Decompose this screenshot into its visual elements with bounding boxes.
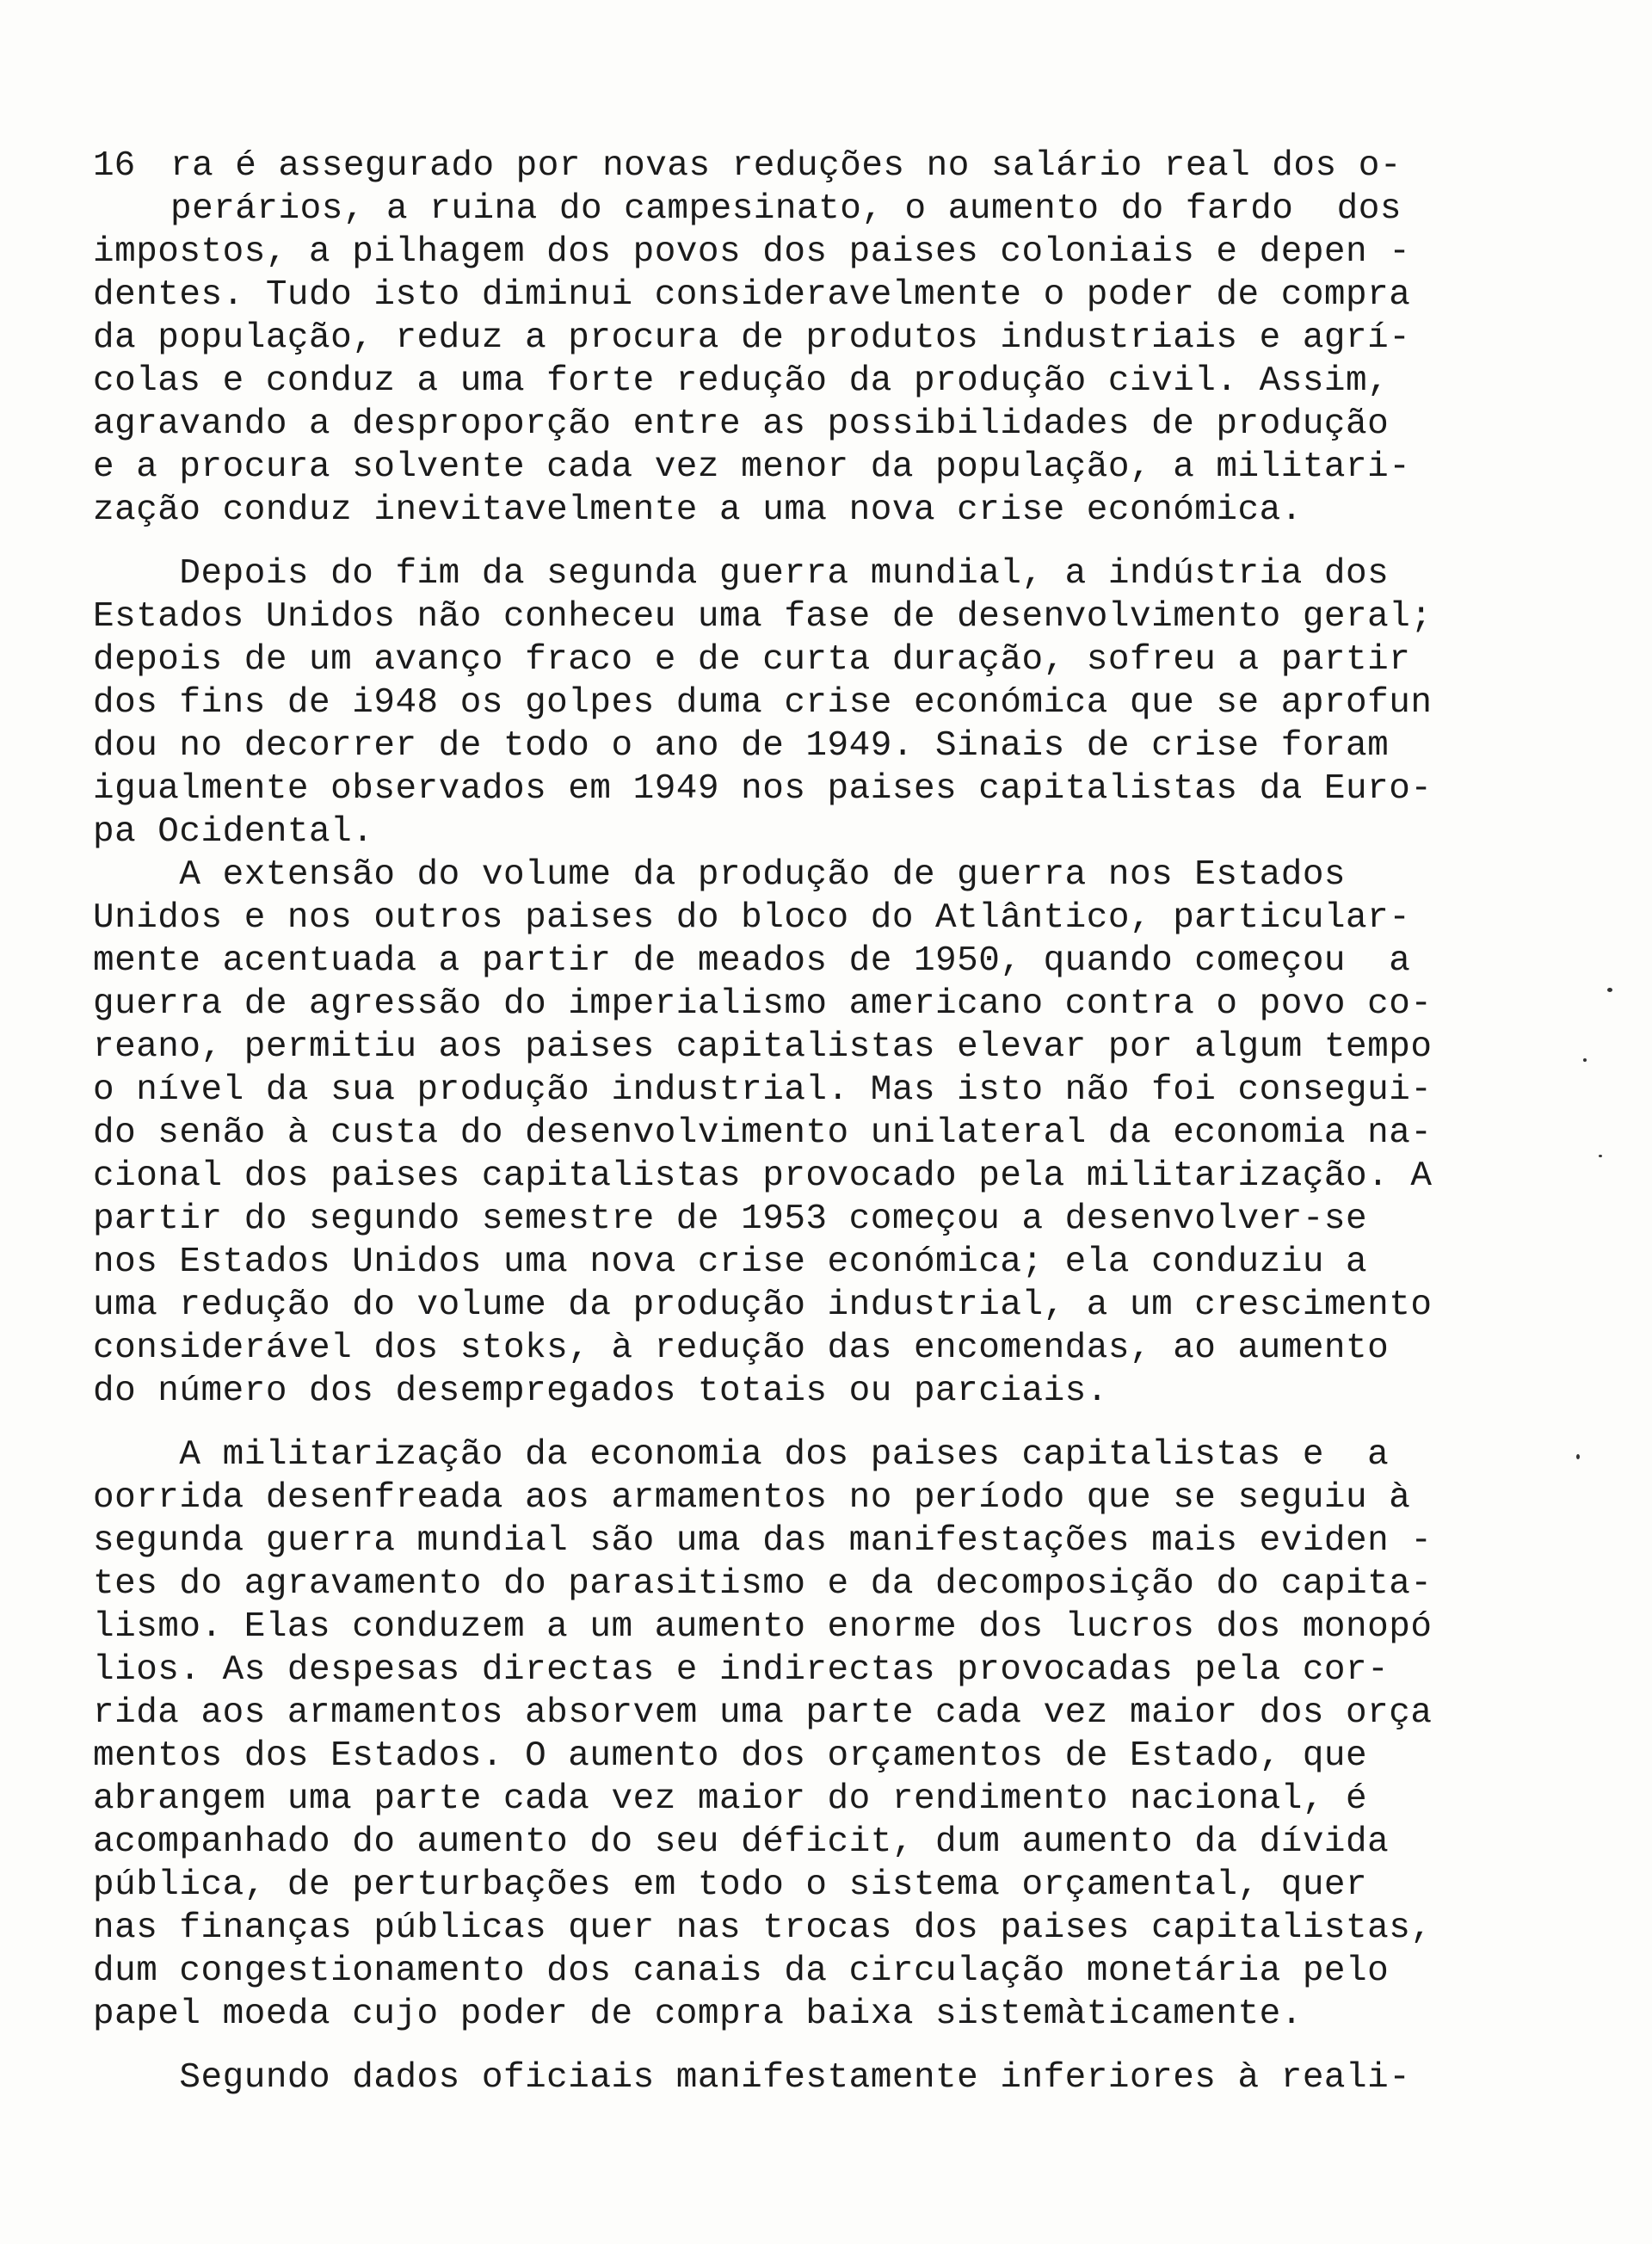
paragraph-1 — [93, 145, 1504, 532]
text-line: A militarização da economia dos paises capitalistas e a — [93, 1435, 1390, 1475]
text-line: do senão à custa do desenvolvimento unilateral da economia na- — [93, 1113, 1433, 1153]
text-line: do número dos desempregados totais ou parciais. — [93, 1372, 1108, 1411]
paragraph-2 — [93, 552, 1504, 1413]
text-line: reano, permitiu aos paises capitalistas elevar por algum tempo — [93, 1027, 1433, 1067]
text-line: pública, de perturbações em todo o sistema orçamental, quer — [93, 1865, 1368, 1905]
text-line: uma redução do volume da produção industrial, a um crescimento — [93, 1285, 1433, 1325]
text-line: oorrida desenfreada aos armamentos no período que se seguiu à — [93, 1478, 1411, 1518]
text-line: pa Ocidental. — [93, 812, 374, 852]
text-line: dos fins de i948 os golpes duma crise económica que se aprofun — [93, 683, 1433, 723]
text-line: perários, a ruina do campesinato, o aumento do fardo dos — [170, 189, 1402, 229]
text-line: A extensão do volume da produção de guerra nos Estados — [93, 855, 1347, 895]
text-line: abrangem uma parte cada vez maior do rendimento nacional, é — [93, 1779, 1368, 1819]
text-line: lismo. Elas conduzem a um aumento enorme dos lucros dos monopó — [93, 1607, 1433, 1647]
text-line: o nível da sua produção industrial. Mas isto não foi consegui- — [93, 1070, 1433, 1110]
text-line: zação conduz inevitavelmente a uma nova crise económica. — [93, 490, 1303, 530]
text-line: acompanhado do aumento do seu déficit, dum aumento da dívida — [93, 1822, 1390, 1862]
text-line: depois de um avanço fraco e de curta duração, sofreu a partir — [93, 640, 1411, 680]
text-line: Unidos e nos outros paises do bloco do Atlântico, particular- — [93, 898, 1411, 938]
text-line: lios. As despesas directas e indirectas provocadas pela cor- — [93, 1650, 1390, 1690]
text-line: colas e conduz a uma forte redução da produção civil. Assim, — [93, 361, 1390, 401]
text-line: Depois do fim da segunda guerra mundial, a indústria dos — [93, 554, 1390, 594]
text-line: mente acentuada a partir de meados de 1950, quando começou a — [93, 941, 1411, 981]
scan-speck — [1576, 1454, 1580, 1459]
text-line: dum congestionamento dos canais da circulação monetária pelo — [93, 1951, 1390, 1991]
text-line: da população, reduz a procura de produtos industriais e agrí- — [93, 318, 1411, 358]
text-line: e a procura solvente cada vez menor da população, a militari- — [93, 447, 1411, 487]
text-line: Estados Unidos não conheceu uma fase de desenvolvimento geral; — [93, 597, 1433, 637]
scan-speck — [1599, 1155, 1602, 1157]
text-line: dentes. Tudo isto diminui consideravelmente o poder de compra — [93, 275, 1411, 315]
text-line: considerável dos stoks, à redução das encomendas, ao aumento — [93, 1329, 1390, 1368]
paragraph-3 — [93, 1433, 1504, 2036]
text-line: nas finanças públicas quer nas trocas dos paises capitalistas, — [93, 1908, 1433, 1948]
text-line: papel moeda cujo poder de compra baixa sistemàticamente. — [93, 1994, 1303, 2034]
scan-speck — [1583, 1058, 1587, 1062]
text-line: rida aos armamentos absorvem uma parte cada vez maior dos orça — [93, 1693, 1433, 1733]
text-line: guerra de agressão do imperialismo americano contra o povo co- — [93, 984, 1433, 1024]
text-line: igualmente observados em 1949 nos paises capitalistas da Euro- — [93, 769, 1433, 809]
body-text — [93, 145, 1504, 2099]
scan-speck — [1607, 988, 1612, 992]
text-line: Segundo dados oficiais manifestamente inferiores à reali- — [93, 2058, 1411, 2098]
text-line: impostos, a pilhagem dos povos dos paises coloniais e depen - — [93, 232, 1411, 272]
text-line: mentos dos Estados. O aumento dos orçamentos de Estado, que — [93, 1736, 1368, 1776]
paragraph-4 — [93, 2056, 1504, 2099]
text-line: partir do segundo semestre de 1953 começou a desenvolver-se — [93, 1199, 1368, 1239]
text-line: agravando a desproporção entre as possibilidades de produção — [93, 404, 1390, 444]
page-number: 16 — [93, 146, 136, 186]
text-line: nos Estados Unidos uma nova crise económica; ela conduziu a — [93, 1242, 1368, 1282]
text-line: cional dos paises capitalistas provocado pela militarização. A — [93, 1156, 1433, 1196]
text-line: dou no decorrer de todo o ano de 1949. Sinais de crise foram — [93, 726, 1390, 766]
text-line: tes do agravamento do parasitismo e da decomposição do capita- — [93, 1564, 1433, 1604]
text-line: segunda guerra mundial são uma das manifestações mais eviden - — [93, 1521, 1433, 1561]
text-line: ra é assegurado por novas reduções no salário real dos o- — [170, 146, 1402, 186]
